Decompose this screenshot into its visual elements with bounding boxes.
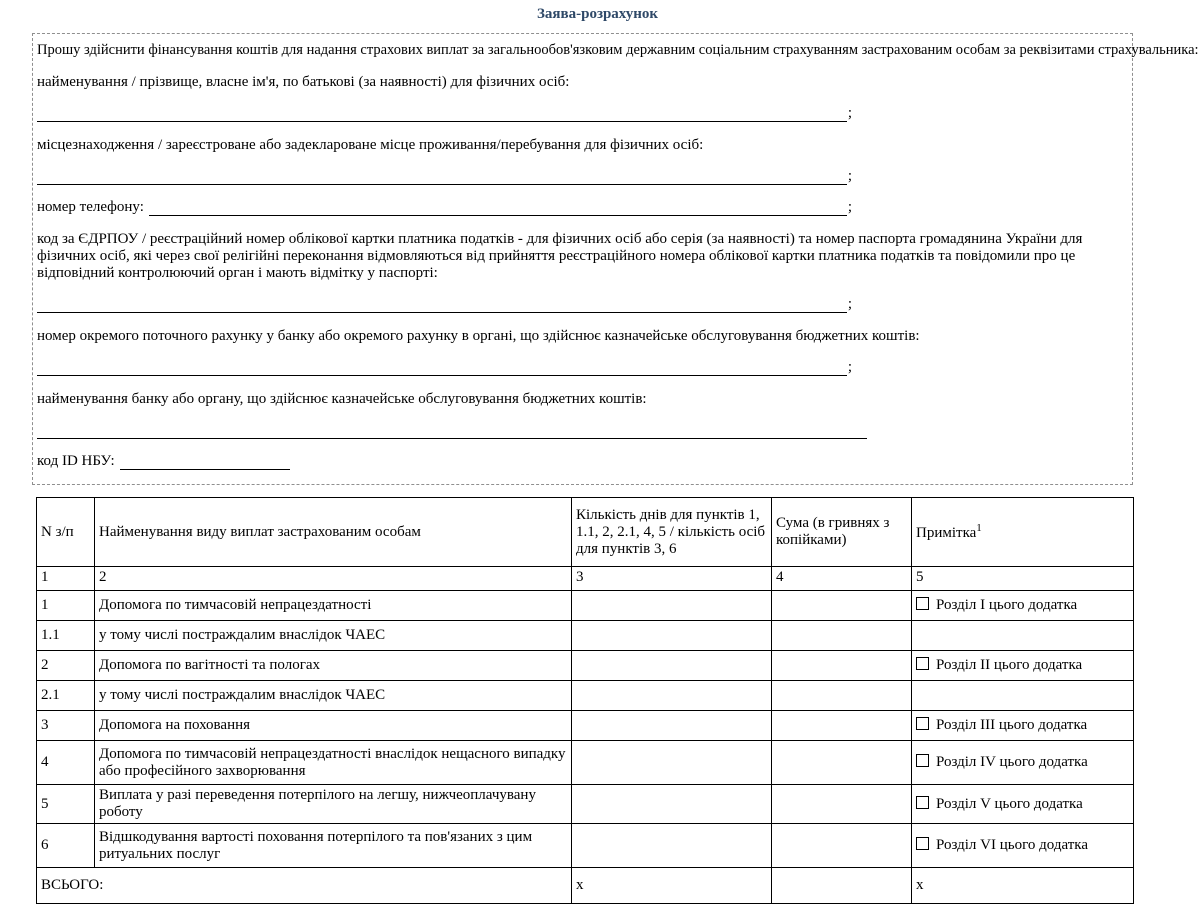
sum-cell (772, 621, 912, 651)
table-header-row (37, 498, 1134, 567)
sum-cell (772, 681, 912, 711)
table-row (37, 591, 1134, 621)
separator-semicolon: ; (847, 168, 852, 184)
payment-name-cell: Відшкодування вартості поховання потерпілого та пов'язаних з цим ритуальних послуг (95, 824, 572, 868)
name-field-line (37, 106, 1128, 122)
note-cell (912, 681, 1134, 711)
row-number-cell: 6 (37, 824, 95, 868)
section-checkbox[interactable] (916, 657, 929, 670)
phone-field-label: номер телефону: (37, 199, 144, 215)
blank-line (37, 107, 847, 122)
row-number-cell: 5 (37, 785, 95, 824)
payment-name-cell: Допомога по вагітності та пологах (95, 651, 572, 681)
sum-cell (772, 651, 912, 681)
row-number-cell: 1.1 (37, 621, 95, 651)
note-label: Розділ IV цього додатка (936, 754, 1088, 770)
bank-field-label: найменування банку або органу, що здійснює казначейське обслуговування бюджетних коштів: (37, 391, 647, 407)
note-label: Розділ V цього додатка (936, 795, 1083, 812)
note-label: Розділ II цього додатка (936, 657, 1083, 673)
table-row (37, 785, 1134, 824)
table-row (37, 824, 1134, 868)
phone-field-line (37, 200, 1128, 216)
page-title: Заява-розрахунок (536, 6, 659, 22)
row-number-cell: 2 (37, 651, 95, 681)
blank-line (37, 361, 847, 376)
col-header-sum: Сума (в гривнях з копійками) (772, 498, 912, 567)
payment-name-cell: Допомога по тимчасовій непрацездатності внаслідок нещасного випадку або професійного захворювання (95, 741, 572, 785)
col-header-num: N з/п (37, 498, 95, 567)
note-cell (912, 621, 1134, 651)
total-note-cell: х (912, 868, 1134, 904)
column-number: 3 (572, 567, 772, 591)
request-lead-text: Прошу здійснити фінансування коштів для надання страхових виплат за загальнообов'язковим державним соціальним страхуванням застрахованим особам за реквізитами страхувальника: (37, 42, 1199, 58)
note-label: Розділ I цього додатка (936, 597, 1078, 613)
table-row (37, 681, 1134, 711)
name-field-label: найменування / прізвище, власне ім'я, по батькові (за наявності) для фізичних осіб: (37, 74, 570, 90)
total-sum-cell (772, 868, 912, 904)
days-cell (572, 741, 772, 785)
days-cell (572, 621, 772, 651)
blank-line (120, 455, 290, 470)
sum-cell (772, 591, 912, 621)
column-number: 4 (772, 567, 912, 591)
days-cell (572, 824, 772, 868)
account-field-line (37, 360, 1128, 376)
address-field-label: місцезнаходження / зареєстроване або задеклароване місце проживання/перебування для фізичних осіб: (37, 137, 704, 153)
note-cell (912, 785, 1134, 824)
days-cell (572, 591, 772, 621)
bank-field-line (37, 423, 1128, 439)
section-checkbox[interactable] (916, 796, 929, 809)
requisites-section (32, 33, 1199, 485)
address-field-line (37, 169, 1128, 185)
nbu-code-field-line (37, 454, 1128, 470)
note-cell (912, 711, 1134, 741)
row-number-cell: 4 (37, 741, 95, 785)
note-cell (912, 741, 1134, 785)
row-number-cell: 2.1 (37, 681, 95, 711)
column-number: 5 (912, 567, 1134, 591)
col-header-days: Кількість днів для пунктів 1, 1.1, 2, 2.1, 4, 5 / кількість осіб для пунктів 3, 6 (572, 498, 772, 567)
row-number-cell: 1 (37, 591, 95, 621)
payment-name-cell: у тому числі постраждалим внаслідок ЧАЕС (95, 621, 572, 651)
days-cell (572, 681, 772, 711)
blank-line (37, 424, 867, 439)
payment-name-cell: у тому числі постраждалим внаслідок ЧАЕС (95, 681, 572, 711)
tax-code-field-label: код за ЄДРПОУ / реєстраційний номер облікової картки платника податків - для фізичних осіб або серія (за наявності) та номер паспорта громадянина України для фізичних осіб, які через свої релігійні переконання відмовляються від прийняття реєстраційного номера облікової картки платника податків та повідомили про це відповідний контролюючий орган і мають відмітку у паспорті: (37, 231, 1083, 281)
days-cell (572, 711, 772, 741)
separator-semicolon: ; (847, 359, 852, 375)
table-row (37, 621, 1134, 651)
separator-semicolon: ; (847, 296, 852, 312)
note-cell (912, 824, 1134, 868)
section-checkbox[interactable] (916, 597, 929, 610)
section-checkbox[interactable] (916, 754, 929, 767)
payments-table (36, 497, 1134, 904)
payment-name-cell: Виплата у разі переведення потерпілого на легшу, нижчеоплачувану роботу (95, 785, 572, 824)
section-checkbox[interactable] (916, 717, 929, 730)
blank-line (37, 170, 847, 185)
separator-semicolon: ; (847, 105, 852, 121)
note-cell (912, 591, 1134, 621)
note-label: Розділ VI цього додатка (936, 837, 1089, 853)
note-cell (912, 651, 1134, 681)
footnote-mark: 1 (976, 522, 982, 534)
sum-cell (772, 711, 912, 741)
column-number: 1 (37, 567, 95, 591)
payment-name-cell: Допомога на поховання (95, 711, 572, 741)
days-cell (572, 785, 772, 824)
days-cell (572, 651, 772, 681)
sum-cell (772, 785, 912, 824)
row-number-cell: 3 (37, 711, 95, 741)
col-header-payment-name: Найменування виду виплат застрахованим особам (95, 498, 572, 567)
separator-semicolon: ; (847, 199, 852, 215)
total-row (37, 868, 1134, 904)
blank-line (149, 201, 847, 216)
total-days-cell: х (572, 868, 772, 904)
account-field-label: номер окремого поточного рахунку у банку або окремого рахунку в органі, що здійснює казначейське обслуговування бюджетних коштів: (37, 328, 920, 344)
sum-cell (772, 741, 912, 785)
section-checkbox[interactable] (916, 837, 929, 850)
table-row (37, 651, 1134, 681)
note-label: Розділ III цього додатка (936, 717, 1088, 733)
col-header-note: Примітка$^1$ (912, 498, 1134, 567)
total-label-cell: ВСЬОГО: (37, 868, 572, 904)
column-numbers-row (37, 567, 1134, 591)
blank-line (37, 298, 847, 313)
tax-code-field-line (37, 297, 1128, 313)
table-row (37, 741, 1134, 785)
table-row (37, 711, 1134, 741)
column-number: 2 (95, 567, 572, 591)
sum-cell (772, 824, 912, 868)
payment-name-cell: Допомога по тимчасовій непрацездатності (95, 591, 572, 621)
nbu-code-field-label: код ID НБУ: (37, 453, 115, 469)
